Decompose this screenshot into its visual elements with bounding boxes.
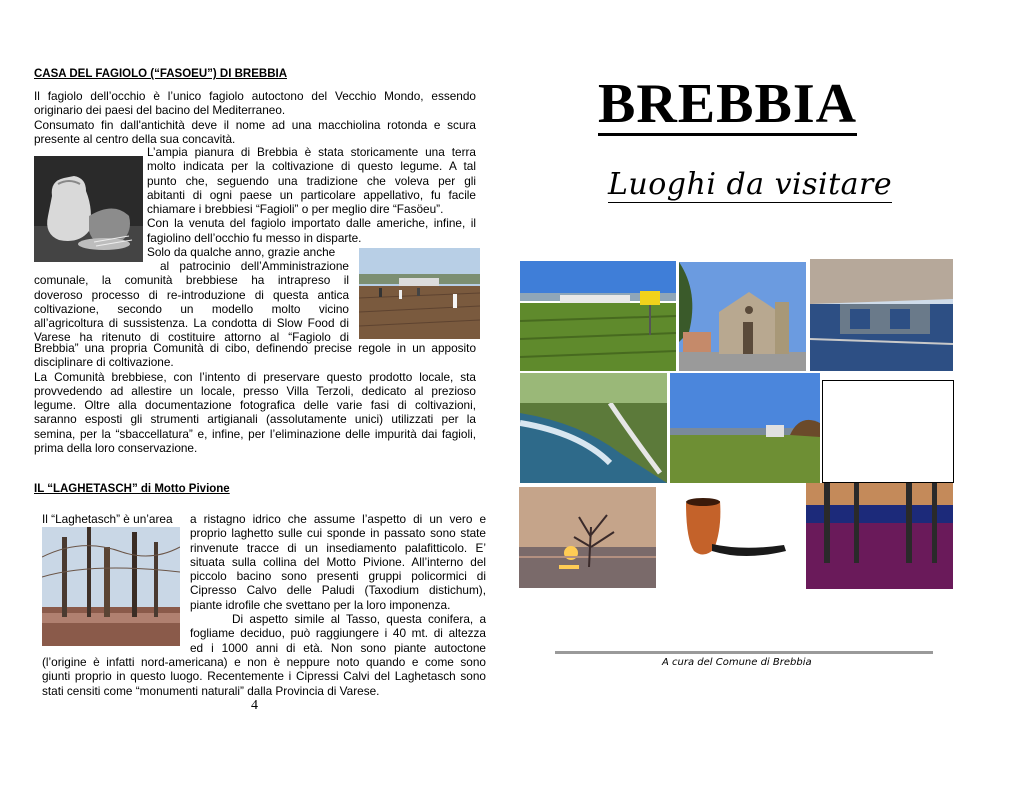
- section1-wrap2: [34, 259, 349, 345]
- text-line: saranno esposti gli strumenti artigianali (assolutamente unici) utilizzati per la: [34, 412, 476, 427]
- text-line: punto che, seguendo una tradizione che voleva per gli: [147, 173, 476, 188]
- text-line: disciplinare di coltivazione.: [34, 355, 174, 370]
- text-line: Varese ha ritenuto di costituire attorno al “Fagiolo di: [34, 330, 349, 345]
- text-line: fagiolino dell’occhio fu messo in disparte.: [147, 230, 362, 245]
- cypress-swamp-photo: [42, 527, 180, 646]
- section2-full: [42, 655, 486, 698]
- text-line: L’ampia pianura di Brebbia è stata storicamente una terra: [147, 145, 476, 159]
- text-line: molto indicata per la coltivazione di questo legume. A tal: [147, 159, 476, 174]
- meadow-landscape-photo: [670, 373, 820, 483]
- text-line: La Comunità brebbiese, con l’intento di preservare questo prodotto locale, sta: [34, 369, 476, 384]
- section1-intro: [34, 89, 476, 146]
- wooden-pipe-photo: [674, 489, 802, 591]
- text-line: Cipresso Calvo delle Paludi (Taxodium distichum),: [190, 583, 486, 598]
- text-line: Con la venuta del fagiolo importato dalle americhe, infine, il: [147, 216, 476, 231]
- text-line: coltivazione, secondo un modello molto vicino: [34, 301, 349, 316]
- text-line: piccolo bacino sono presenti gruppi policormici di: [190, 569, 486, 584]
- text-line: provvedendo ad allestire un locale, presso Villa Terzoli, dedicato al prezioso: [34, 383, 476, 398]
- section2-title: IL “LAGHETASCH” di Motto Pivione: [34, 483, 230, 495]
- text-line: situata sulla collina del Motto Pivione. All’interno del: [190, 554, 486, 569]
- text-line: Solo da qualche anno, grazie anche: [147, 245, 336, 260]
- text-line: (l’origine è infatti nord-americana) e non è neppure noto quando e come sono: [42, 655, 486, 669]
- text-line: doveroso processo di re-introduzione di questa antica: [34, 287, 349, 302]
- text-line: abitanti di ogni paese un particolare appellativo, fu facile: [147, 187, 476, 202]
- stream-photo: [520, 373, 667, 483]
- text-line: Consumato fin dall'antichità deve il nome ad una macchiolina rotonda e scura: [34, 117, 476, 132]
- text-line: al patrocinio dell’Amministrazione: [160, 259, 349, 273]
- section1-title: CASA DEL FAGIOLO (“FASOEU”) DI BREBBIA: [34, 68, 288, 80]
- text-line: prima della loro conservazione.: [34, 441, 198, 456]
- text-line: Di aspetto simile al Tasso, questa conifera, a: [232, 612, 486, 627]
- section2-first-left: Il “Laghetasch” è un’area: [42, 512, 173, 526]
- subtitle: Luoghi da visitare: [608, 167, 893, 202]
- section1-full: [34, 341, 476, 455]
- sunset-lake-photo: [519, 487, 656, 588]
- text-line: rinvenute tracce di un insediamento palafitticolo. E’: [190, 540, 486, 555]
- text-line: comunale, la comunità brebbiese ha intrapreso il: [34, 273, 349, 288]
- page-number: 4: [251, 698, 258, 713]
- text-line: a ristagno idrico che assume l’aspetto di un vero e: [190, 512, 486, 526]
- text-line: Brebbia” una propria Comunità di cibo, definendo precise regole in un apposito: [34, 341, 476, 355]
- bean-sack-photo: [34, 156, 143, 262]
- text-line: legume. Oltre alla documentazione fotografica delle varie fasi di coltivazioni,: [34, 398, 476, 413]
- credit-text: A cura del Comune di Brebbia: [662, 657, 812, 668]
- forest-night-photo: [806, 483, 953, 589]
- main-title: BREBBIA: [598, 73, 858, 135]
- credit-divider: [555, 651, 933, 654]
- blank-photo-frame: [822, 380, 954, 483]
- text-line: semina, per la “sbaccellatura” e, infine, per l’eliminazione delle impurità dai fagioli,: [34, 426, 476, 441]
- text-line: presente al centro della sua concavità.: [34, 131, 236, 146]
- stone-church-photo: [679, 262, 806, 371]
- text-line: ed i 1000 anni di età. Non sono piante autoctone: [190, 640, 486, 655]
- text-line: fogliame deciduo, può raggiungere i 40 mt. di altezza: [190, 626, 486, 641]
- canal-locks-photo: [810, 259, 953, 371]
- text-line: proprio laghetto sulle cui sponde in passato sono state: [190, 526, 486, 541]
- text-line: giunti proprio in questo luogo. Recentemente i Cipressi Calvi del Laghetasch sono: [42, 669, 486, 684]
- bean-field-sign-photo: [520, 261, 676, 371]
- text-line: chiamare i brebbiesi “Fagioli” o per meglio dire “Fasöeu”.: [147, 202, 444, 217]
- text-line: Il fagiolo dell’occhio è l’unico fagiolo autoctono del Vecchio Mondo, essendo: [34, 89, 476, 103]
- text-line: piante idrofile che svettano per la loro imponenza.: [190, 597, 451, 612]
- text-line: all’agricoltura di sussistenza. La condotta di Slow Food di: [34, 316, 349, 331]
- text-line: originario dei paesi del bacino del Mediterraneo.: [34, 103, 286, 118]
- section1-wrap1: [147, 145, 476, 259]
- field-workers-photo: [359, 248, 480, 339]
- text-line: stati censiti come “monumenti naturali” dalla Provincia di Varese.: [42, 683, 380, 698]
- section2-wrap: [190, 512, 486, 655]
